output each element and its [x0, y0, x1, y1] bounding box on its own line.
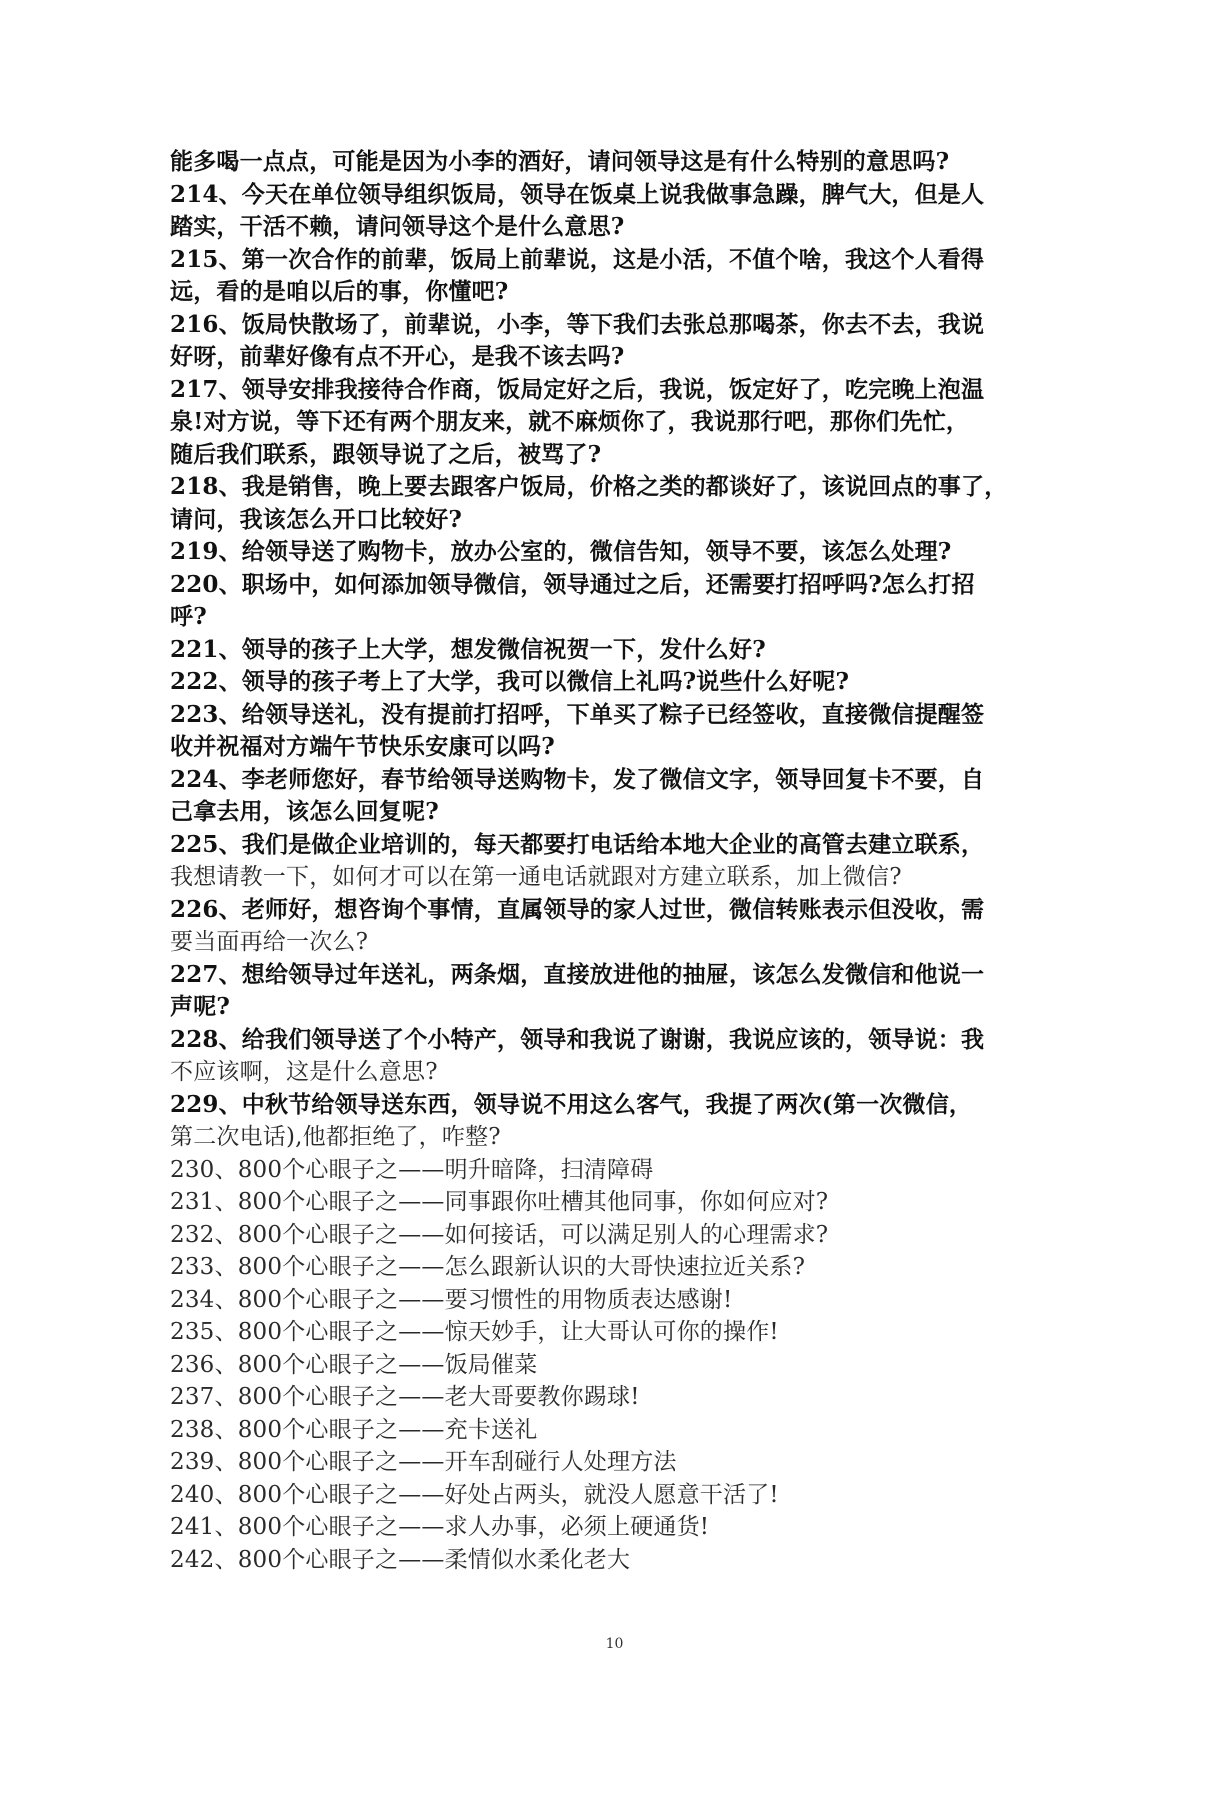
text-line: 229、中秋节给领导送东西，领导说不用这么客气，我提了两次(第一次微信， [170, 1090, 973, 1118]
text-line: 216、饭局快散场了，前辈说，小李，等下我们去张总那喝茶，你去不去，我说 [170, 310, 985, 338]
text-line: 239、800个心眼子之——开车刮碰行人处理方法 [170, 1449, 677, 1475]
text-line: 231、800个心眼子之——同事跟你吐槽其他同事，你如何应对? [170, 1189, 829, 1215]
document-body [170, 146, 1050, 1576]
text-line: 己拿去用，该怎么回复呢? [170, 798, 439, 825]
text-line: 收并祝福对方端午节快乐安康可以吗? [170, 733, 555, 760]
text-line: 217、领导安排我接待合作商，饭局定好之后，我说，饭定好了，吃完晚上泡温 [170, 375, 985, 403]
text-line: 219、给领导送了购物卡，放办公室的，微信告知，领导不要，该怎么处理? [170, 538, 952, 565]
text-line: 228、给我们领导送了个小特产，领导和我说了谢谢，我说应该的，领导说：我 [170, 1025, 985, 1053]
text-line: 请问，我该怎么开口比较好? [170, 505, 463, 533]
text-line: 237、800个心眼子之——老大哥要教你踢球! [170, 1384, 640, 1410]
text-line: 踏实，干活不赖，请问领导这个是什么意思? [170, 213, 625, 240]
text-line: 236、800个心眼子之——饭局催菜 [170, 1351, 538, 1378]
text-line: 泉!对方说，等下还有两个朋友来，就不麻烦你了，我说那行吧，那你们先忙， [170, 408, 970, 435]
text-line: 随后我们联系，跟领导说了之后，被骂了? [170, 440, 602, 468]
text-line: 233、800个心眼子之——怎么跟新认识的大哥快速拉近关系? [170, 1254, 806, 1280]
text-line: 声呢? [170, 993, 231, 1020]
text-line: 224、李老师您好，春节给领导送购物卡，发了微信文字，领导回复卡不要，自 [170, 765, 985, 793]
text-line: 230、800个心眼子之——明升暗降，扫清障碍 [170, 1156, 654, 1183]
text-line: 223、给领导送礼，没有提前打招呼，下单买了粽子已经签收，直接微信提醒签 [170, 700, 985, 728]
text-line: 好呀，前辈好像有点不开心，是我不该去吗? [170, 343, 625, 370]
text-line: 225、我们是做企业培训的，每天都要打电话给本地大企业的高管去建立联系， [170, 830, 985, 858]
text-line: 远，看的是咱以后的事，你懂吧? [170, 278, 509, 305]
text-line: 240、800个心眼子之——好处占两头，就没人愿意干活了! [170, 1481, 779, 1508]
text-line: 218、我是销售，晚上要去跟客户饭局，价格之类的都谈好了，该说回点的事了， [170, 473, 1008, 500]
text-line: 238、800个心眼子之——充卡送礼 [170, 1416, 538, 1443]
text-line: 第二次电话),他都拒绝了，咋整? [170, 1124, 501, 1150]
text-line: 242、800个心眼子之——柔情似水柔化老大 [170, 1546, 631, 1573]
text-line: 227、想给领导过年送礼，两条烟，直接放进他的抽屉，该怎么发微信和他说一 [170, 960, 985, 988]
text-line: 234、800个心眼子之——要习惯性的用物质表达感谢! [170, 1286, 733, 1313]
text-line: 不应该啊，这是什么意思? [170, 1059, 438, 1085]
text-line: 能多喝一点点，可能是因为小李的酒好，请问领导这是有什么特别的意思吗? [170, 148, 950, 175]
text-line: 232、800个心眼子之——如何接话，可以满足别人的心理需求? [170, 1221, 829, 1248]
text-line: 呼? [170, 603, 207, 630]
text-line: 215、第一次合作的前辈，饭局上前辈说，这是小活，不值个啥，我这个人看得 [170, 245, 985, 273]
text-line: 我想请教一下，如何才可以在第一通电话就跟对方建立联系，加上微信? [170, 864, 902, 890]
text-line: 214、今天在单位领导组织饭局，领导在饭桌上说我做事急躁，脾气大，但是人 [170, 180, 985, 208]
text-line: 226、老师好，想咨询个事情，直属领导的家人过世，微信转账表示但没收，需 [170, 895, 985, 923]
text-line: 241、800个心眼子之——求人办事，必须上硬通货! [170, 1514, 710, 1540]
page-number: 10 [605, 1636, 624, 1652]
text-line: 221、领导的孩子上大学，想发微信祝贺一下，发什么好? [170, 635, 766, 663]
text-line: 要当面再给一次么? [170, 929, 369, 955]
text-line: 222、领导的孩子考上了大学，我可以微信上礼吗?说些什么好呢? [170, 668, 850, 695]
text-line: 220、职场中，如何添加领导微信，领导通过之后，还需要打招呼吗?怎么打招 [170, 570, 975, 598]
text-line: 235、800个心眼子之——惊天妙手，让大哥认可你的操作! [170, 1319, 779, 1345]
